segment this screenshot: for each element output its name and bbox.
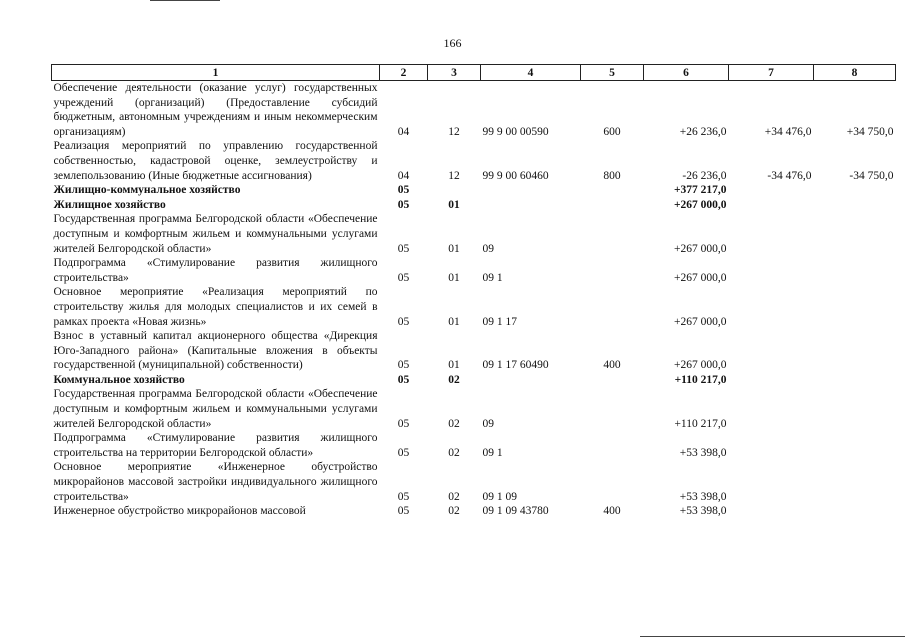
subsection-code-cell: 02 [448, 505, 460, 518]
target-article-cell: 09 1 17 [482, 315, 517, 328]
amount-year1-cell: +53 398,0 [679, 490, 727, 503]
amount-year2-cell [729, 387, 814, 431]
expense-type-cell: 800 [603, 169, 621, 182]
subsection-code-cell: 01 [448, 271, 460, 284]
table-body [52, 81, 896, 519]
budget-table [51, 64, 896, 519]
row-name-cell: Взнос в уставный капитал акционерного общества «Дирекция Юго-Западного района» (Капитальные вложения в объекты государственной (муниципальной) собственности) [53, 330, 378, 372]
col-header: 7 [729, 65, 814, 81]
amount-year1-cell: +110 217,0 [674, 373, 727, 386]
table-row [52, 329, 896, 373]
expense-type-cell [581, 183, 644, 198]
scan-edge-line [640, 636, 905, 637]
section-code-cell: 05 [397, 505, 410, 518]
table-row [52, 431, 896, 460]
section-code-cell: 05 [397, 490, 410, 503]
col-header: 4 [481, 65, 581, 81]
expense-type-cell [581, 387, 644, 431]
expense-type-cell: 400 [603, 505, 621, 518]
target-article-cell [481, 373, 581, 388]
amount-year3-cell [814, 212, 896, 256]
row-name-cell: Государственная программа Белгородской области «Обеспечение доступным и комфортным жильем и коммунальными услугами жителей Белгородской области» [53, 388, 378, 430]
subsection-code-cell: 01 [448, 242, 460, 255]
amount-year2-cell [729, 212, 814, 256]
amount-year3-cell [814, 198, 896, 213]
amount-year2-cell [729, 373, 814, 388]
target-article-cell: 09 1 [482, 446, 503, 459]
col-header: 8 [814, 65, 896, 81]
amount-year2-cell: +34 476,0 [764, 125, 812, 138]
target-article-cell: 09 1 17 60490 [482, 359, 549, 372]
section-code-cell: 05 [397, 417, 410, 430]
table-row [52, 139, 896, 183]
target-article-cell: 99 9 00 00590 [482, 125, 549, 138]
expense-type-cell: 600 [603, 125, 621, 138]
section-code-cell: 05 [397, 271, 410, 284]
amount-year3-cell: -34 750,0 [849, 169, 894, 182]
table-row [52, 256, 896, 285]
amount-year3-cell [814, 256, 896, 285]
section-code-cell: 05 [397, 198, 410, 211]
section-code-cell: 04 [397, 125, 410, 138]
amount-year1-cell: +53 398,0 [679, 505, 727, 518]
table-row [52, 460, 896, 504]
table-row [52, 183, 896, 198]
expense-type-cell: 400 [603, 359, 621, 372]
section-code-cell: 05 [397, 242, 410, 255]
section-code-cell: 04 [397, 169, 410, 182]
target-article-cell: 09 1 09 [482, 490, 517, 503]
section-code-cell: 05 [397, 359, 410, 372]
amount-year1-cell: +267 000,0 [674, 359, 727, 372]
row-name-cell: Государственная программа Белгородской области «Обеспечение доступным и комфортным жильем и коммунальными услугами жителей Белгородской области» [53, 213, 378, 255]
subsection-code-cell [428, 183, 481, 198]
subsection-code-cell: 12 [448, 125, 460, 138]
target-article-cell [481, 183, 581, 198]
expense-type-cell [581, 198, 644, 213]
section-code-cell: 05 [397, 373, 410, 386]
amount-year1-cell: +53 398,0 [679, 446, 727, 459]
amount-year3-cell [814, 329, 896, 373]
target-article-cell [481, 198, 581, 213]
row-name-cell: Подпрограмма «Стимулирование развития жилищного строительства на территории Белгородской области» [53, 432, 378, 459]
amount-year3-cell [814, 460, 896, 504]
col-header: 1 [52, 65, 380, 81]
subsection-code-cell: 01 [448, 198, 460, 211]
table-row [52, 373, 896, 388]
expense-type-cell [581, 256, 644, 285]
expense-type-cell [581, 460, 644, 504]
amount-year2-cell [729, 460, 814, 504]
amount-year2-cell: -34 476,0 [767, 169, 812, 182]
subsection-code-cell: 02 [448, 373, 460, 386]
amount-year2-cell [729, 504, 814, 519]
section-code-cell: 05 [397, 446, 410, 459]
amount-year1-cell: +267 000,0 [674, 271, 727, 284]
amount-year3-cell [814, 183, 896, 198]
subsection-code-cell: 02 [448, 490, 460, 503]
row-name-cell: Подпрограмма «Стимулирование развития жилищного строительства» [53, 257, 378, 284]
scan-edge-line [150, 0, 220, 1]
table-row [52, 504, 896, 519]
header-row [52, 65, 896, 81]
amount-year3-cell [814, 373, 896, 388]
amount-year1-cell: -26 236,0 [682, 169, 727, 182]
amount-year3-cell [814, 285, 896, 329]
target-article-cell: 09 [482, 417, 494, 430]
target-article-cell: 09 1 [482, 271, 503, 284]
row-name-cell: Жилищно-коммунальное хозяйство [53, 184, 241, 197]
section-code-cell: 05 [397, 184, 410, 197]
subsection-code-cell: 02 [448, 446, 460, 459]
amount-year1-cell: +110 217,0 [674, 417, 727, 430]
col-header: 5 [581, 65, 644, 81]
table-row [52, 81, 896, 140]
page-number: 166 [443, 36, 462, 50]
expense-type-cell [581, 285, 644, 329]
amount-year1-cell: +267 000,0 [673, 198, 727, 211]
amount-year1-cell: +26 236,0 [679, 125, 727, 138]
table-row [52, 198, 896, 213]
row-name-cell: Коммунальное хозяйство [53, 373, 185, 386]
table-row [52, 387, 896, 431]
amount-year2-cell [729, 198, 814, 213]
amount-year2-cell [729, 329, 814, 373]
amount-year3-cell [814, 504, 896, 519]
expense-type-cell [581, 431, 644, 460]
expense-type-cell [581, 212, 644, 256]
target-article-cell: 09 1 09 43780 [482, 505, 549, 518]
row-name-cell: Обеспечение деятельности (оказание услуг) государственных учреждений (организаций) (Предоставление субсидий бюджетным, автономным учреждениям и иным некоммерческим организациям) [53, 82, 378, 138]
subsection-code-cell: 02 [448, 417, 460, 430]
amount-year3-cell: +34 750,0 [846, 125, 894, 138]
subsection-code-cell: 01 [448, 359, 460, 372]
col-header: 3 [428, 65, 481, 81]
subsection-code-cell: 12 [448, 169, 460, 182]
amount-year1-cell: +377 217,0 [673, 184, 727, 197]
subsection-code-cell: 01 [448, 315, 460, 328]
table-row [52, 285, 896, 329]
table-row [52, 212, 896, 256]
amount-year3-cell [814, 431, 896, 460]
target-article-cell: 99 9 00 60460 [482, 169, 549, 182]
amount-year2-cell [729, 431, 814, 460]
amount-year2-cell [729, 183, 814, 198]
row-name-cell: Реализация мероприятий по управлению государственной собственностью, кадастровой оценке, землеустройству и землепользованию (Иные бюджетные ассигнования) [53, 140, 378, 182]
row-name-cell: Основное мероприятие «Инженерное обустройство микрорайонов массовой застройки индивидуального жилищного строительства» [53, 461, 378, 503]
row-name-cell: Основное мероприятие «Реализация мероприятий по строительству жилья для молодых специалистов и их семей в рамках проекта «Новая жизнь» [53, 286, 378, 328]
section-code-cell: 05 [397, 315, 410, 328]
expense-type-cell [581, 373, 644, 388]
row-name-cell: Инженерное обустройство микрорайонов массовой [53, 505, 306, 518]
col-header: 2 [380, 65, 428, 81]
target-article-cell: 09 [482, 242, 494, 255]
row-name-cell: Жилищное хозяйство [53, 198, 166, 211]
amount-year1-cell: +267 000,0 [674, 315, 727, 328]
amount-year3-cell [814, 387, 896, 431]
amount-year2-cell [729, 256, 814, 285]
amount-year2-cell [729, 285, 814, 329]
amount-year1-cell: +267 000,0 [674, 242, 727, 255]
col-header: 6 [644, 65, 729, 81]
